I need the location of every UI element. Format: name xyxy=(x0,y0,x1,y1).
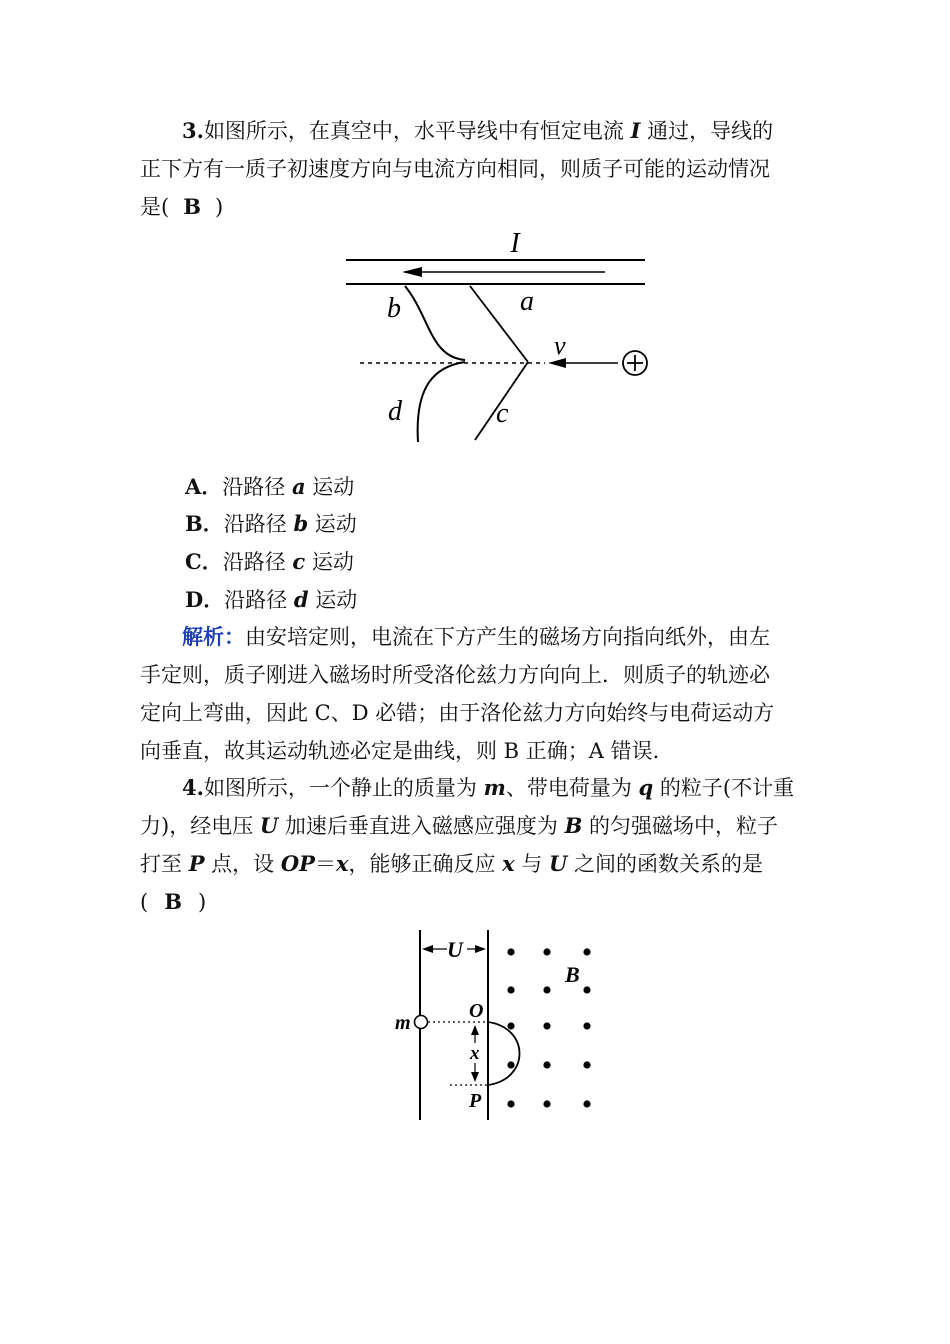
option-var: b xyxy=(293,511,309,536)
option-a xyxy=(185,468,354,506)
q4-text: 的粒子(不计重 xyxy=(653,776,795,800)
field-label: B xyxy=(565,962,580,987)
q4-line-3 xyxy=(140,845,812,883)
q4-text: 之间的函数关系的是 xyxy=(567,852,764,876)
analysis-line-3: 定向上弯曲，因此 C、D 必错；由于洛伦兹力方向始终与电荷运动方 xyxy=(140,701,775,725)
analysis-block xyxy=(140,618,812,770)
q4-text: 打至 xyxy=(140,852,189,876)
path-d-curve xyxy=(418,362,465,442)
particle-icon xyxy=(415,1016,428,1029)
q4-text: 点，设 xyxy=(204,852,281,876)
option-d xyxy=(185,581,357,619)
question-3-stem xyxy=(140,112,812,226)
q4-var: x xyxy=(502,851,515,876)
option-letter: C． xyxy=(185,549,223,574)
q4-text: 的匀强磁场中，粒子 xyxy=(582,814,778,838)
q4-text: ，能够正确反应 xyxy=(348,852,503,876)
q4-figure xyxy=(385,925,615,1130)
q4-number: 4. xyxy=(182,775,204,800)
analysis-line-2: 手定则，质子刚进入磁场时所受洛伦兹力方向向上．则质子的轨迹必 xyxy=(140,663,770,687)
label-v: v xyxy=(554,331,566,360)
field-dot xyxy=(507,1061,514,1068)
q4-text: 力)，经电压 xyxy=(140,814,260,838)
label-a: a xyxy=(520,286,534,317)
q4-text: ＝ xyxy=(314,852,336,876)
q4-paren-close: ) xyxy=(197,890,207,914)
particle-trajectory xyxy=(488,1022,520,1085)
q4-text: 如图所示，一个静止的质量为 xyxy=(203,776,484,800)
q4-text: 加速后垂直进入磁感应强度为 xyxy=(278,814,565,838)
q4-line-4 xyxy=(140,883,812,921)
q4-paren-open: ( xyxy=(140,890,149,914)
q3-text: 如图所示，在真空中，水平导线中有恒定电流 xyxy=(203,119,631,143)
q4-var: x xyxy=(335,851,349,876)
field-dot xyxy=(583,986,590,993)
option-text: 沿路径 xyxy=(222,475,292,499)
field-dot xyxy=(507,1022,514,1029)
field-dot xyxy=(507,948,514,955)
q3-line-1 xyxy=(140,112,812,150)
option-text: 运动 xyxy=(305,475,355,499)
mass-label: m xyxy=(395,1012,411,1034)
option-text: 沿路径 xyxy=(224,588,294,612)
u-arrow-left-head xyxy=(422,945,433,953)
field-dot xyxy=(583,1061,590,1068)
origin-label: O xyxy=(469,1000,484,1022)
field-dot xyxy=(543,1061,550,1068)
field-dot xyxy=(583,1022,590,1029)
q4-line-1 xyxy=(140,769,812,807)
analysis-line-1 xyxy=(140,618,812,656)
analysis-text: 由安培定则，电流在下方产生的磁场方向指向纸外，由左 xyxy=(245,625,770,649)
option-text: 运动 xyxy=(308,512,357,536)
q3-line-2: 正下方有一质子初速度方向与电流方向相同，则质子可能的运动情况 xyxy=(140,157,770,181)
q4-var: OP xyxy=(280,851,315,876)
field-dot xyxy=(583,1100,590,1107)
label-b: b xyxy=(387,293,401,324)
q3-paren-close: ) xyxy=(214,195,224,219)
q4-var: q xyxy=(638,775,654,800)
current-arrow-head xyxy=(402,267,422,277)
option-var: c xyxy=(292,549,306,574)
q3-text: 通过，导线的 xyxy=(640,119,774,143)
q4-text: 与 xyxy=(514,852,550,876)
field-dot xyxy=(543,948,550,955)
q3-line-3 xyxy=(140,188,812,226)
voltage-label: U xyxy=(447,937,463,962)
current-label: I xyxy=(510,228,520,259)
q3-paren-open: 是( xyxy=(140,195,170,219)
option-text: 沿路径 xyxy=(223,512,294,536)
q3-number: 3. xyxy=(182,118,204,143)
q3-answer: B xyxy=(183,194,201,219)
option-text: 运动 xyxy=(308,588,358,612)
option-letter: D． xyxy=(185,587,225,612)
x-arrow-down-head xyxy=(471,1072,479,1082)
label-c: c xyxy=(496,398,509,429)
field-dot xyxy=(507,1100,514,1107)
path-b-curve xyxy=(405,286,465,360)
field-dot xyxy=(507,986,514,993)
field-dot xyxy=(583,948,590,955)
q3-var-i: I xyxy=(630,118,641,143)
option-text: 运动 xyxy=(305,550,354,574)
q3-figure xyxy=(330,222,670,452)
q4-var: U xyxy=(259,813,279,838)
u-arrow-right-head xyxy=(475,945,486,953)
x-arrow-up-head xyxy=(471,1025,479,1035)
q4-var: U xyxy=(549,851,568,876)
option-letter: A． xyxy=(185,474,223,499)
q4-var: B xyxy=(564,813,583,838)
q4-var: m xyxy=(483,775,506,800)
option-c xyxy=(185,543,354,581)
point-label: P xyxy=(469,1090,482,1112)
field-dot xyxy=(543,1022,550,1029)
field-dot xyxy=(543,1100,550,1107)
option-text: 沿路径 xyxy=(222,550,293,574)
analysis-line-4: 向垂直，故其运动轨迹必定是曲线，则 B 正确；A 错误． xyxy=(140,739,674,763)
q4-var: P xyxy=(188,851,205,876)
q4-text: 、带电荷量为 xyxy=(505,776,639,800)
question-4-stem xyxy=(140,769,812,921)
option-b xyxy=(185,505,357,543)
option-var: a xyxy=(291,474,306,499)
analysis-label: 解析： xyxy=(182,624,245,649)
distance-label: x xyxy=(470,1043,480,1064)
label-d: d xyxy=(388,396,402,427)
q4-answer: B xyxy=(164,889,182,914)
option-var: d xyxy=(293,587,309,612)
field-dot xyxy=(543,986,550,993)
option-letter: B． xyxy=(185,511,224,536)
q4-line-2 xyxy=(140,807,812,845)
